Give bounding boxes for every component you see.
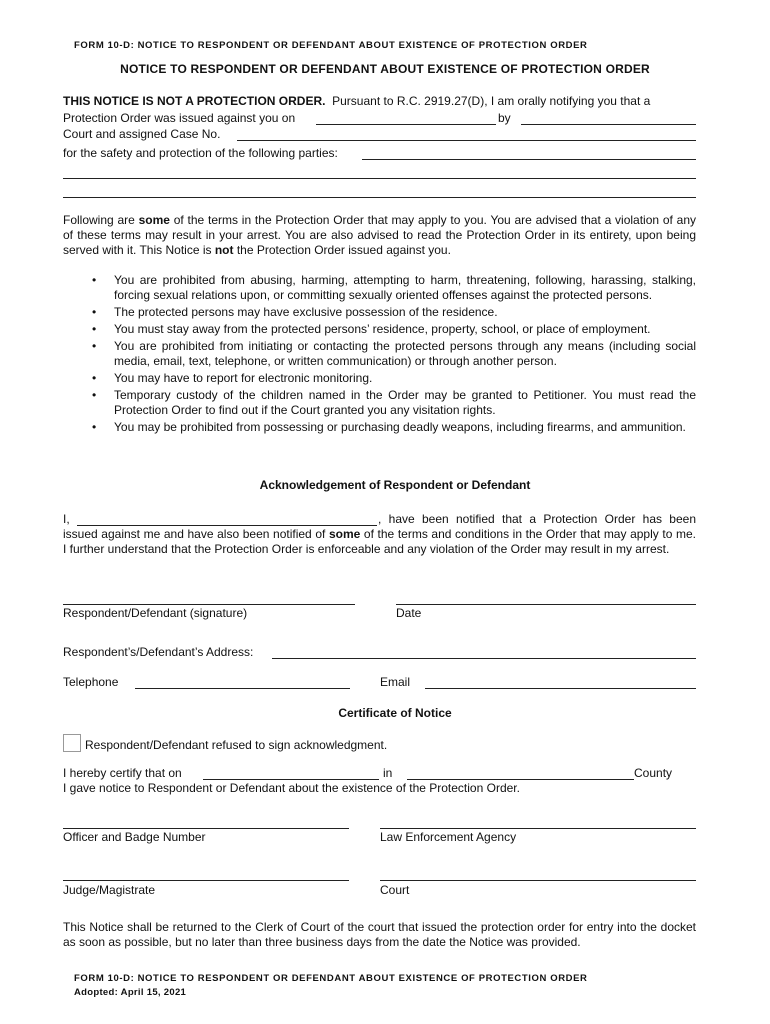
intro-line-1-text: Pursuant to R.C. 2919.27(D), I am orally notifying you that a bbox=[332, 94, 651, 108]
county-field[interactable] bbox=[407, 779, 634, 780]
address-label: Respondent’s/Defendant’s Address: bbox=[63, 645, 254, 659]
terms-intro-text-3: the Protection Order issued against you. bbox=[233, 243, 451, 257]
term-item bbox=[92, 305, 696, 320]
email-field[interactable] bbox=[425, 688, 696, 689]
respondent-signature-field[interactable] bbox=[63, 604, 355, 605]
court-label: Court bbox=[380, 883, 410, 897]
certify-date-field[interactable] bbox=[203, 779, 379, 780]
ack-some: some bbox=[328, 527, 361, 541]
protected-parties-field[interactable] bbox=[362, 159, 696, 160]
certify-label: I hereby certify that on bbox=[63, 766, 182, 780]
term-item bbox=[92, 420, 696, 435]
bullet-icon: • bbox=[92, 420, 97, 434]
term-text: You are prohibited from initiating or contacting the protected persons through any means (including social media, email, text, telephone, or written communication) or through another person. bbox=[114, 339, 696, 368]
telephone-field[interactable] bbox=[135, 688, 350, 689]
adopted-date: Adopted: April 15, 2021 bbox=[74, 987, 187, 998]
certificate-heading: Certificate of Notice bbox=[338, 706, 452, 720]
protected-parties-field-2[interactable] bbox=[63, 178, 696, 179]
officer-badge-field[interactable] bbox=[63, 828, 349, 829]
protected-parties-field-3[interactable] bbox=[63, 197, 696, 198]
terms-intro-some: some bbox=[138, 213, 170, 227]
bullet-icon: • bbox=[92, 388, 97, 402]
intro-line-2-label: Protection Order was issued against you on bbox=[63, 111, 296, 125]
signature-label: Respondent/Defendant (signature) bbox=[63, 606, 248, 620]
intro-line-1 bbox=[63, 94, 703, 109]
terms-intro-text-1: Following are bbox=[63, 213, 139, 227]
protected-parties-label: for the safety and protection of the following parties: bbox=[63, 146, 338, 160]
ack-text-2: of the terms and conditions in the Order that may apply to me. I further understand that the Protection Order is enforceable and any violation of the Order may result in my arrest. bbox=[63, 527, 696, 556]
bullet-icon: • bbox=[92, 322, 97, 336]
not-protection-order-notice: THIS NOTICE IS NOT A PROTECTION ORDER. bbox=[63, 94, 326, 108]
bullet-icon: • bbox=[92, 371, 97, 385]
term-text: You are prohibited from abusing, harming, attempting to harm, threatening, following, harassing, stalking, forcing sexual relations upon, or committing sexually oriented offenses against the protected persons. bbox=[114, 273, 696, 302]
terms-intro-paragraph bbox=[63, 213, 696, 258]
bullet-icon: • bbox=[92, 273, 97, 287]
email-label: Email bbox=[380, 675, 411, 689]
bullet-icon: • bbox=[92, 305, 97, 319]
refused-to-sign-checkbox[interactable] bbox=[63, 734, 81, 752]
term-item bbox=[92, 388, 696, 418]
date-label: Date bbox=[396, 606, 422, 620]
terms-intro-text-2: of the terms in the Protection Order that may apply to you. You are advised that a violation of any of these terms may result in your arrest. You are also advised to read the Protection Order in its entirety, upon being served with it. This Notice is bbox=[63, 213, 696, 257]
terms-list bbox=[92, 273, 696, 435]
form-footer-label: FORM 10-D: NOTICE TO RESPONDENT OR DEFENDANT ABOUT EXISTENCE OF PROTECTION ORDER bbox=[74, 973, 588, 984]
officer-badge-label: Officer and Badge Number bbox=[63, 830, 206, 844]
form-header-label: FORM 10-D: NOTICE TO RESPONDENT OR DEFENDANT ABOUT EXISTENCE OF PROTECTION ORDER bbox=[74, 40, 588, 51]
term-item bbox=[92, 273, 696, 303]
address-field[interactable] bbox=[272, 658, 696, 659]
terms-intro-not: not bbox=[214, 243, 234, 257]
terms-list-container bbox=[92, 273, 696, 437]
in-label: in bbox=[383, 766, 393, 780]
ack-text-1: , have been notified that a Protection Order has been issued against me and have also been notified of bbox=[63, 512, 696, 541]
ack-i-label: I, bbox=[63, 512, 70, 526]
judge-magistrate-label: Judge/Magistrate bbox=[63, 883, 156, 897]
case-number-field[interactable] bbox=[237, 140, 696, 141]
return-notice-paragraph: This Notice shall be returned to the Clerk of Court of the court that issued the protection order for entry into the docket as soon as possible, but no later than three business days from the date the Notice was provided. bbox=[63, 920, 696, 949]
term-text: The protected persons may have exclusive possession of the residence. bbox=[114, 305, 498, 319]
acknowledgement-heading: Acknowledgement of Respondent or Defendant bbox=[259, 478, 531, 492]
refused-to-sign-label: Respondent/Defendant refused to sign acknowledgment. bbox=[85, 738, 388, 752]
court-field[interactable] bbox=[380, 880, 696, 881]
term-text: Temporary custody of the children named in the Order may be granted to Petitioner. You must read the Protection Order to find out if the Court granted you any visitation rights. bbox=[114, 388, 696, 417]
case-number-label: Court and assigned Case No. bbox=[63, 127, 221, 141]
term-item bbox=[92, 371, 696, 386]
issuing-court-field[interactable] bbox=[521, 124, 696, 125]
bullet-icon: • bbox=[92, 339, 97, 353]
signature-date-field[interactable] bbox=[396, 604, 696, 605]
issued-date-field[interactable] bbox=[316, 124, 496, 125]
county-label: County bbox=[634, 766, 673, 780]
judge-magistrate-field[interactable] bbox=[63, 880, 349, 881]
acknowledgement-paragraph bbox=[63, 512, 696, 557]
term-text: You may be prohibited from possessing or purchasing deadly weapons, including firearms, and ammunition. bbox=[114, 420, 686, 434]
telephone-label: Telephone bbox=[63, 675, 119, 689]
term-text: You may have to report for electronic monitoring. bbox=[114, 371, 373, 385]
term-text: You must stay away from the protected persons’ residence, property, school, or place of employment. bbox=[114, 322, 651, 336]
gave-notice-text: I gave notice to Respondent or Defendant about the existence of the Protection Order. bbox=[63, 781, 520, 795]
agency-field[interactable] bbox=[380, 828, 696, 829]
by-label: by bbox=[498, 111, 511, 125]
page-title: NOTICE TO RESPONDENT OR DEFENDANT ABOUT EXISTENCE OF PROTECTION ORDER bbox=[120, 62, 650, 76]
agency-label: Law Enforcement Agency bbox=[380, 830, 517, 844]
term-item bbox=[92, 322, 696, 337]
term-item bbox=[92, 339, 696, 369]
